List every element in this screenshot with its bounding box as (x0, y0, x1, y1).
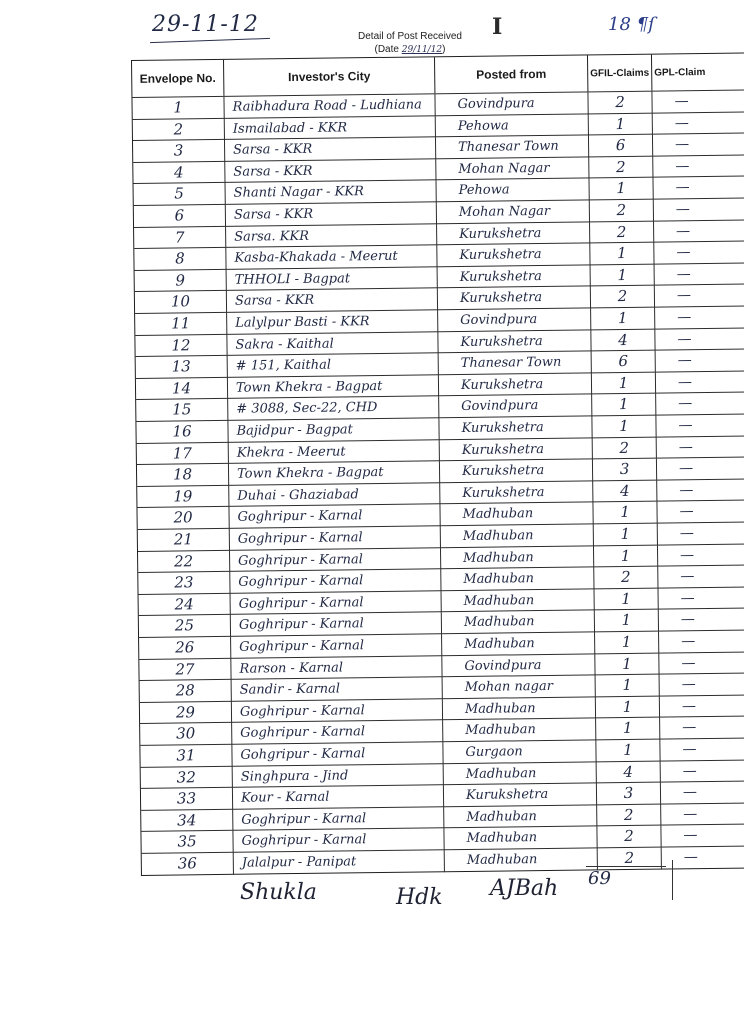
posted-from-cell: Madhuban (441, 568, 594, 591)
gfil-claims-cell: 1 (589, 178, 653, 200)
investor-city-cell: Goghripur - Karnal (231, 591, 442, 615)
posted-from-cell: Kurukshetra (438, 287, 591, 310)
posted-from-cell: Pehowa (436, 179, 589, 202)
investor-city-cell: Goghripur - Karnal (229, 505, 440, 529)
envelope-number-cell: 27 (139, 658, 231, 681)
gfil-claims-cell: 1 (594, 524, 658, 546)
envelope-number-cell: 34 (141, 810, 233, 833)
posted-from-cell: Madhuban (441, 524, 594, 547)
posted-from-cell: Kurukshetra (437, 222, 590, 245)
envelope-number-cell: 3 (133, 140, 225, 163)
envelope-number-cell: 8 (134, 248, 226, 271)
gpl-claim-cell: — (677, 352, 692, 369)
posted-from-cell: Kurukshetra (439, 373, 592, 396)
investor-city-cell: Shanti Nagar - KKR (226, 181, 437, 205)
investor-city-cell: Goghripur - Karnal (232, 721, 443, 745)
investor-city-cell: Singhpura - Jind (233, 764, 444, 788)
gpl-claim-cell: — (678, 460, 694, 477)
posted-from-cell: Govindpura (442, 654, 595, 677)
investor-city-cell: Goghripur - Karnal (233, 829, 444, 853)
gpl-claim-cell: — (674, 93, 689, 110)
investor-city-cell: Kasba-Khakada - Meerut (226, 245, 437, 269)
investor-city-cell: Sarsa - KKR (225, 159, 436, 183)
gfil-claims-cell: 1 (591, 308, 655, 330)
investor-city-cell: Khekra - Meerut (229, 440, 440, 464)
gfil-claims-cell: 2 (590, 221, 654, 243)
gfil-claims-cell: 2 (594, 567, 658, 589)
column-header-envelope: Envelope No. (132, 60, 224, 97)
gpl-claim-cell: — (675, 157, 690, 175)
gpl-claim-cell: — (682, 741, 697, 758)
posted-from-cell: Thanesar Town (439, 352, 592, 375)
posted-from-cell: Madhuban (442, 589, 595, 612)
envelope-number-cell: 10 (135, 291, 227, 314)
gfil-claims-cell: 1 (589, 113, 653, 135)
gpl-claim-cell: — (676, 287, 692, 304)
envelope-number-cell: 9 (135, 270, 227, 293)
posted-from-cell: Govindpura (438, 308, 591, 331)
envelope-number-cell: 11 (135, 313, 227, 336)
gpl-claim-cell: — (681, 697, 697, 715)
posted-from-cell: Madhuban (442, 611, 595, 634)
posted-from-cell: Govindpura (435, 92, 588, 115)
investor-city-cell: Duhai - Ghaziabad (229, 483, 440, 507)
envelope-number-cell: 14 (136, 378, 228, 401)
gpl-claim-cell: — (679, 503, 694, 520)
posted-from-cell: Kurukshetra (440, 460, 593, 483)
investor-city-cell: Sarsa. KKR (226, 224, 437, 248)
investor-city-cell: Bajidpur - Bagpat (228, 418, 439, 442)
envelope-number-cell: 18 (137, 464, 229, 487)
gpl-claim-cell: — (675, 201, 690, 218)
posted-from-cell: Kurukshetra (440, 438, 593, 461)
envelope-number-cell: 4 (133, 162, 225, 185)
posted-from-cell: Govindpura (439, 395, 592, 418)
gfil-claims-cell: 2 (597, 826, 661, 848)
envelope-number-cell: 22 (138, 550, 230, 573)
handwritten-date: 29-11-12 (152, 12, 259, 37)
envelope-number-cell: 21 (138, 529, 230, 552)
envelope-number-cell: 6 (134, 205, 226, 228)
gfil-claims-cell: 1 (594, 588, 658, 610)
column-header-posted: Posted from (435, 55, 588, 93)
gfil-claims-cell: 1 (595, 653, 659, 675)
investor-city-cell: Sakra - Kaithal (227, 332, 438, 356)
investor-city-cell: Goghripur - Karnal (232, 699, 443, 723)
envelope-number-cell: 28 (140, 680, 232, 703)
posted-from-cell: Madhuban (444, 762, 597, 785)
signature-1: Shukla (240, 880, 317, 905)
posted-from-cell: Madhuban (444, 805, 597, 828)
posted-from-cell: Madhuban (440, 503, 593, 526)
gpl-claim-cell: — (683, 849, 698, 866)
gfil-claims-cell: 1 (593, 502, 657, 524)
column-header-city: Investor's City (224, 57, 435, 96)
posted-from-cell: Kurukshetra (438, 265, 591, 288)
envelope-number-cell: 12 (135, 334, 227, 357)
envelope-number-cell: 30 (140, 723, 232, 746)
posted-from-cell: Kurukshetra (444, 784, 597, 807)
posted-from-cell: Madhuban (443, 697, 596, 720)
posted-from-cell: Pehowa (436, 114, 589, 137)
gfil-claims-cell: 6 (592, 351, 656, 373)
top-right-note: 18 ¶ſ (608, 14, 655, 35)
gpl-claim-cell: — (681, 654, 696, 671)
gfil-claims-cell: 1 (590, 243, 654, 265)
envelope-number-cell: 33 (141, 788, 233, 811)
gfil-claims-cell: 1 (592, 416, 656, 438)
gpl-claim-cell: — (678, 395, 693, 412)
gfil-claims-cell: 4 (597, 761, 661, 783)
envelope-number-cell: 19 (137, 486, 229, 509)
gfil-claims-cell: 1 (596, 696, 660, 718)
total-divider (672, 860, 673, 900)
envelope-number-cell: 1 (132, 97, 224, 120)
gpl-claim-cell: — (682, 762, 697, 779)
gfil-claims-cell: 3 (597, 783, 661, 805)
posted-from-cell: Madhuban (442, 632, 595, 655)
gpl-claim-cell: — (675, 179, 690, 196)
envelope-number-cell: 35 (141, 831, 233, 854)
envelope-number-cell: 5 (134, 183, 226, 206)
envelope-number-cell: 29 (140, 702, 232, 725)
gpl-claim-cell: — (680, 589, 695, 607)
envelope-number-cell: 16 (136, 421, 228, 444)
investor-city-cell: Jalalpur - Panipat (234, 850, 445, 874)
envelope-number-cell: 20 (137, 507, 229, 530)
gpl-claim-cell: — (678, 438, 693, 455)
gpl-claim-cell: — (676, 265, 691, 283)
envelope-number-cell: 7 (134, 226, 226, 249)
gpl-claim-cell: — (677, 330, 692, 347)
gpl-claim-cell: — (683, 827, 698, 844)
gpl-claim-cell: — (681, 633, 696, 650)
gpl-claim-cell: — (680, 568, 695, 585)
investor-city-cell: Goghripur - Karnal (230, 569, 441, 593)
investor-city-cell: Goghripur - Karnal (233, 807, 444, 831)
gfil-claims-cell: 2 (593, 437, 657, 459)
gpl-claim-cell: — (679, 525, 694, 542)
gfil-claims-cell: 6 (589, 135, 653, 157)
gfil-claims-cell: 1 (596, 718, 660, 740)
date-value: 29/11/12 (401, 45, 443, 55)
roman-numeral-mark: I (492, 14, 503, 40)
document-title: Detail of Post Received (358, 31, 462, 42)
investor-city-cell: # 3088, Sec-22, CHD (228, 397, 439, 421)
signature-2: Hdk (396, 885, 443, 910)
posted-from-cell: Kurukshetra (439, 416, 592, 439)
posted-from-cell: Kurukshetra (438, 330, 591, 353)
gfil-claims-cell: 2 (597, 804, 661, 826)
date-underline (150, 38, 270, 43)
posted-from-cell: Mohan nagar (443, 676, 596, 699)
gfil-claims-cell: 1 (596, 675, 660, 697)
investor-city-cell: # 151, Kaithal (228, 353, 439, 377)
gfil-claims-cell: 3 (593, 459, 657, 481)
gfil-claims-cell: 2 (588, 92, 652, 114)
posted-from-cell: Madhuban (441, 546, 594, 569)
gfil-claims-cell: 2 (590, 200, 654, 222)
gpl-claim-cell: — (678, 417, 693, 434)
gpl-claim-cell: — (679, 481, 694, 499)
posted-from-cell: Kurukshetra (437, 244, 590, 267)
posted-from-cell: Thanesar Town (436, 136, 589, 159)
gpl-claim-cell: — (680, 611, 695, 628)
investor-city-cell: Rarson - Karnal (231, 656, 442, 680)
gfil-claims-cell: 1 (596, 740, 660, 762)
envelope-number-cell: 24 (139, 594, 231, 617)
gpl-claim-cell: — (681, 676, 696, 693)
investor-city-cell: Goghripur - Karnal (230, 526, 441, 550)
gpl-claim-cell: — (676, 244, 691, 261)
envelope-number-cell: 25 (139, 615, 231, 638)
date-label: Date (377, 44, 399, 55)
investor-city-cell: Ismailabad - KKR (225, 116, 436, 140)
gfil-claims-cell: 1 (595, 610, 659, 632)
gpl-claim-cell: — (682, 784, 698, 801)
envelope-number-cell: 23 (138, 572, 230, 595)
envelope-number-cell: 2 (133, 118, 225, 141)
header-date-line: (Date 29/11/12) (374, 44, 446, 55)
post-received-table (131, 60, 744, 876)
envelope-number-cell: 32 (141, 766, 233, 789)
gfil-claims-cell: 1 (592, 372, 656, 394)
envelope-number-cell: 36 (142, 853, 234, 876)
envelope-number-cell: 17 (137, 442, 229, 465)
signature-3: AJBah (490, 876, 559, 901)
posted-from-cell: Mohan Nagar (436, 157, 589, 180)
investor-city-cell: Raibhadura Road - Ludhiana (224, 94, 435, 118)
investor-city-cell: Kour - Karnal (233, 785, 444, 809)
posted-from-cell: Madhuban (444, 827, 597, 850)
posted-from-cell: Madhuban (445, 848, 598, 871)
gfil-total: 69 (588, 868, 611, 889)
posted-from-cell: Madhuban (443, 719, 596, 742)
gpl-claim-cell: — (679, 546, 695, 563)
gfil-claims-cell: 1 (594, 545, 658, 567)
investor-city-cell: Lalylpur Basti - KKR (227, 310, 438, 334)
gpl-claim-cell: — (676, 222, 691, 239)
table-frame (131, 53, 744, 876)
column-header-gfil: GFIL-Claims (588, 55, 652, 92)
column-header-gpl: GPL-Claim (654, 66, 706, 79)
investor-city-cell: Town Khekra - Bagpat (229, 461, 440, 485)
document-header (348, 30, 472, 57)
investor-city-cell: Goghripur - Karnal (231, 634, 442, 658)
gfil-claims-cell: 4 (591, 329, 655, 351)
gfil-claims-cell: 2 (591, 286, 655, 308)
gfil-claims-cell: 2 (598, 848, 662, 870)
envelope-number-cell: 26 (139, 637, 231, 660)
total-underline (586, 866, 666, 867)
envelope-number-cell: 31 (140, 745, 232, 768)
gpl-claim-cell: — (682, 719, 697, 736)
gfil-claims-cell: 4 (593, 480, 657, 502)
gpl-claim-cell: — (683, 805, 698, 823)
envelope-number-cell: 13 (136, 356, 228, 379)
posted-from-cell: Mohan Nagar (437, 200, 590, 223)
investor-city-cell: Gohgripur - Karnal (232, 742, 443, 766)
gpl-claim-cell: — (677, 373, 693, 391)
gpl-claim-cell: — (674, 114, 689, 131)
gpl-claim-cell: — (677, 309, 692, 326)
gfil-claims-cell: 1 (595, 632, 659, 654)
investor-city-cell: Town Khekra - Bagpat (228, 375, 439, 399)
investor-city-cell: Sarsa - KKR (227, 289, 438, 313)
gfil-claims-cell: 1 (592, 394, 656, 416)
investor-city-cell: Goghripur - Karnal (231, 613, 442, 637)
investor-city-cell: Sarsa - KKR (225, 137, 436, 161)
gfil-claims-cell: 1 (591, 264, 655, 286)
envelope-number-cell: 15 (136, 399, 228, 422)
investor-city-cell: Sarsa - KKR (226, 202, 437, 226)
gfil-claims-cell: 2 (589, 156, 653, 178)
investor-city-cell: Goghripur - Karnal (230, 548, 441, 572)
posted-from-cell: Kurukshetra (440, 481, 593, 504)
posted-from-cell: Gurgaon (443, 740, 596, 763)
investor-city-cell: THHOLI - Bagpat (227, 267, 438, 291)
investor-city-cell: Sandir - Karnal (232, 677, 443, 701)
gpl-claim-cell: — (674, 136, 690, 153)
